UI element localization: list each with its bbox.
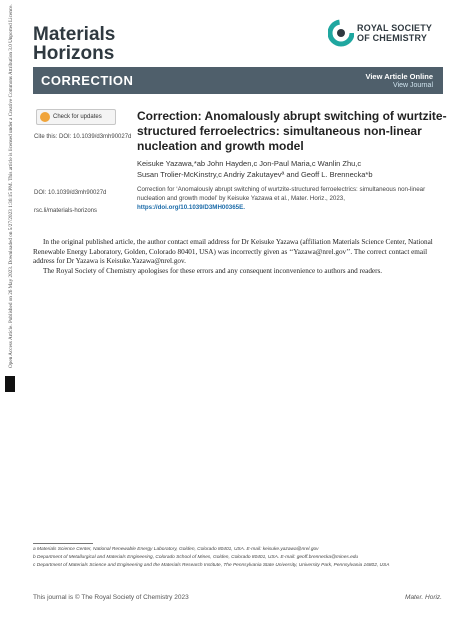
journal-title-line1: Materials bbox=[33, 24, 116, 45]
doi-line: DOI: 10.1039/d3mh90027d bbox=[34, 190, 107, 196]
check-updates-icon bbox=[40, 112, 50, 122]
article-title: Correction: Anomalously abrupt switching of wurtzite-structured ferroelectrics: simultaneous non-linear nucleation and growth model bbox=[137, 109, 447, 153]
body-paragraph-1: In the original published article, the author contact email address for Dr Keisuke Yazawa (affiliation Materials Science Center, National Renewable Energy Laboratory, Golden, Colorado 80401, USA) was incorrectly given as ‘‘Yazawa@nrel.gov’’. The correct contact email address for Dr Yazawa is Keisuke.Yazawa@nrel.gov. bbox=[33, 238, 433, 265]
footer-copyright: This journal is © The Royal Society of Chemistry 2023 bbox=[33, 594, 189, 601]
footnote-rule bbox=[33, 543, 93, 544]
check-for-updates-button[interactable] bbox=[36, 109, 116, 125]
rsc-li-link[interactable]: rsc.li/materials-horizons bbox=[34, 208, 98, 214]
journal-title bbox=[33, 25, 115, 63]
publisher-line2: OF CHEMISTRY bbox=[357, 33, 428, 43]
rsc-emblem-icon bbox=[328, 18, 354, 48]
cite-this: Cite this: DOI: 10.1039/d3mh90027d bbox=[34, 134, 132, 140]
view-article-online-link[interactable]: View Article Online bbox=[365, 72, 433, 81]
authors-line2: Susan Trolier-McKinstry,c Andriy Zakutayevª and Geoff L. Brennecka*b bbox=[137, 170, 373, 179]
correction-banner bbox=[33, 67, 443, 94]
authors-line1: Keisuke Yazawa,*ab John Hayden,c Jon-Paul Maria,c Wanlin Zhu,c bbox=[137, 159, 362, 168]
banner-label: CORRECTION bbox=[41, 73, 134, 88]
journal-title-line2: Horizons bbox=[33, 43, 115, 64]
open-access-text: Open Access Article. Published on 26 May 2023. Downloaded on 5/27/2023 1:36:15 PM. This article is licensed under a Creative Commons Attribution 3.0 Unported Licence. bbox=[8, 4, 14, 368]
rsc-logo bbox=[328, 18, 444, 50]
correction-for-text: Correction for ‘Anomalously abrupt switching of wurtzite-structured ferroelectrics: simultaneous non-linear nucleation and growth model’ by Keisuke Yazawa et al., Mater. Horiz., 2023, bbox=[137, 186, 426, 202]
publisher-line1: ROYAL SOCIETY bbox=[357, 23, 433, 33]
open-access-sidebar bbox=[6, 4, 16, 370]
body-paragraph-2: The Royal Society of Chemistry apologises for these errors and any consequent inconvenience to authors and readers. bbox=[43, 267, 383, 275]
view-journal-link[interactable]: View Journal bbox=[393, 82, 433, 89]
footer-journal: Mater. Horiz. bbox=[405, 594, 442, 601]
check-updates-label: Check for updates bbox=[53, 114, 102, 120]
correction-for bbox=[137, 185, 447, 212]
footnote-c: c Department of Materials Science and Engineering and the Materials Research Institute, The Pennsylvania State University, University Park, Pennsylvania 16802, USA bbox=[33, 563, 390, 568]
author-list bbox=[137, 158, 437, 180]
cc-license-icon[interactable] bbox=[5, 376, 15, 392]
footnote-b: b Department of Metallurgical and Materials Engineering, Colorado School of Mines, Golden, Colorado 80401, USA. E-mail: geoff.brennecka@mines.edu bbox=[33, 555, 359, 560]
original-article-doi-link[interactable]: https://doi.org/10.1039/D3MH00365E. bbox=[137, 204, 245, 211]
footnote-a: a Materials Science Center, National Renewable Energy Laboratory, Golden, Colorado 80401, USA. E-mail: keisuke.yazawa@nrel.gov bbox=[33, 547, 319, 552]
